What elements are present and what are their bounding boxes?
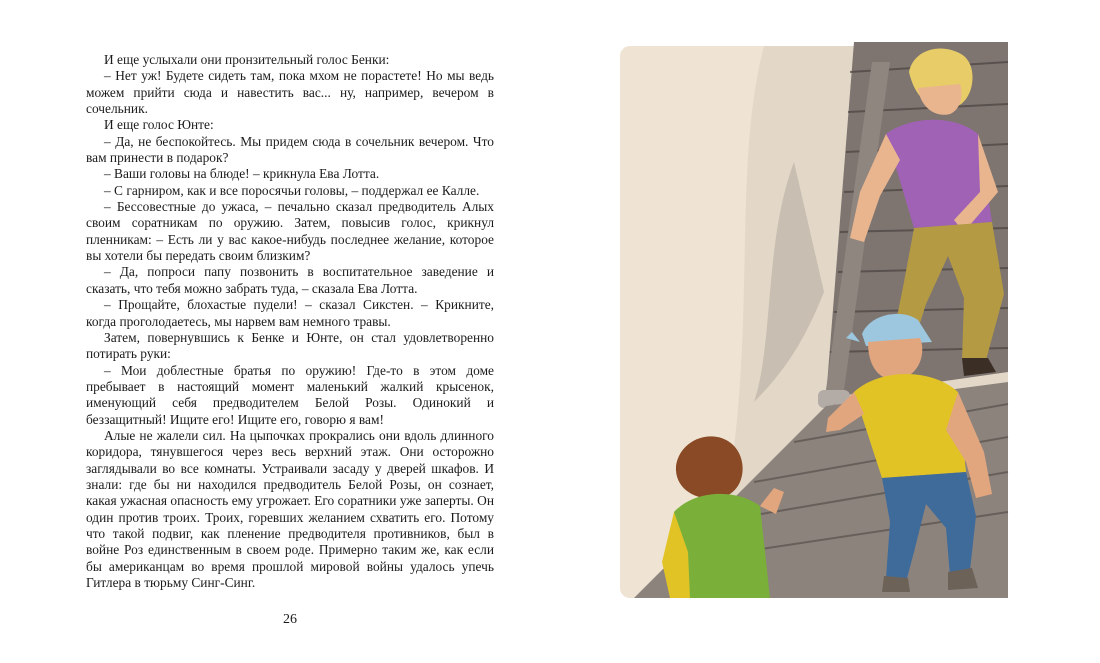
paragraph: – Бессовестные до ужаса, – печально сказал предводитель Алых своим соратникам по оружию. Затем, повысив голос, крикнул пленникам: – Есть ли у вас какое-нибудь последнее желание, которое вы хотели бы передать своим близким? [86, 199, 494, 264]
paragraph: – Прощайте, блохастые пудели! – сказал Сикстен. – Крикните, когда проголодаетесь, мы нарвем вам немного травы. [86, 297, 494, 329]
paragraph: – Нет уж! Будете сидеть там, пока мхом не порастете! Но мы ведь можем прийти сюда и навестить вас... ну, например, вечером в сочельник. [86, 68, 494, 117]
paragraph: И еще услыхали они пронзительный голос Бенки: [104, 52, 390, 67]
story-text [86, 52, 494, 591]
staircase-illustration [614, 42, 1014, 602]
paragraph: – Мои доблестные братья по оружию! Где-то в этом доме пребывает в настоящий момент маленький жалкий крысенок, именующий себя предводителем Белой Розы. Одинокий и беззащитный! Ищите его! Ищите его, говорю я вам! [86, 362, 494, 427]
page-number: 26 [283, 612, 297, 627]
paragraph: И еще голос Юнте: [104, 117, 214, 133]
paragraph: – Ваши головы на блюде! – крикнула Ева Лотта. [104, 166, 380, 182]
paragraph: – С гарниром, как и все поросячьи головы, – поддержал ее Калле. [104, 182, 480, 198]
paragraph: – Да, не беспокойтесь. Мы придем сюда в сочельник вечером. Что вам принести в подарок? [86, 133, 494, 166]
paragraph: Алые не жалели сил. На цыпочках прокрались они вдоль длинного коридора, тянувшегося через весь верхний этаж. Они осторожно заглядывали во все комнаты. Устраивали засаду у дверей шкафов. И знали: где бы ни находился предводитель Белой Розы, он сознает, какая ужасная опасность ему угрожает. Его соратники уже заперты. Он один против троих. Троих, горевших желанием схватить его. Потому что такой подвиг, как пленение предводителя противников, был в войне Роз единственным в своем роде. Примерно таким же, как если бы американцам во время прошлой мировой войны удалось упечь Гитлера в тюрьму Синг-Синг. [86, 427, 494, 590]
paragraph: – Да, попроси папу позвонить в воспитательное заведение и сказать, что тебя можно забрать туда, – сказала Ева Лотта. [86, 264, 494, 296]
paragraph: Затем, повернувшись к Бенке и Юнте, он стал удовлетворенно потирать руки: [86, 329, 494, 362]
